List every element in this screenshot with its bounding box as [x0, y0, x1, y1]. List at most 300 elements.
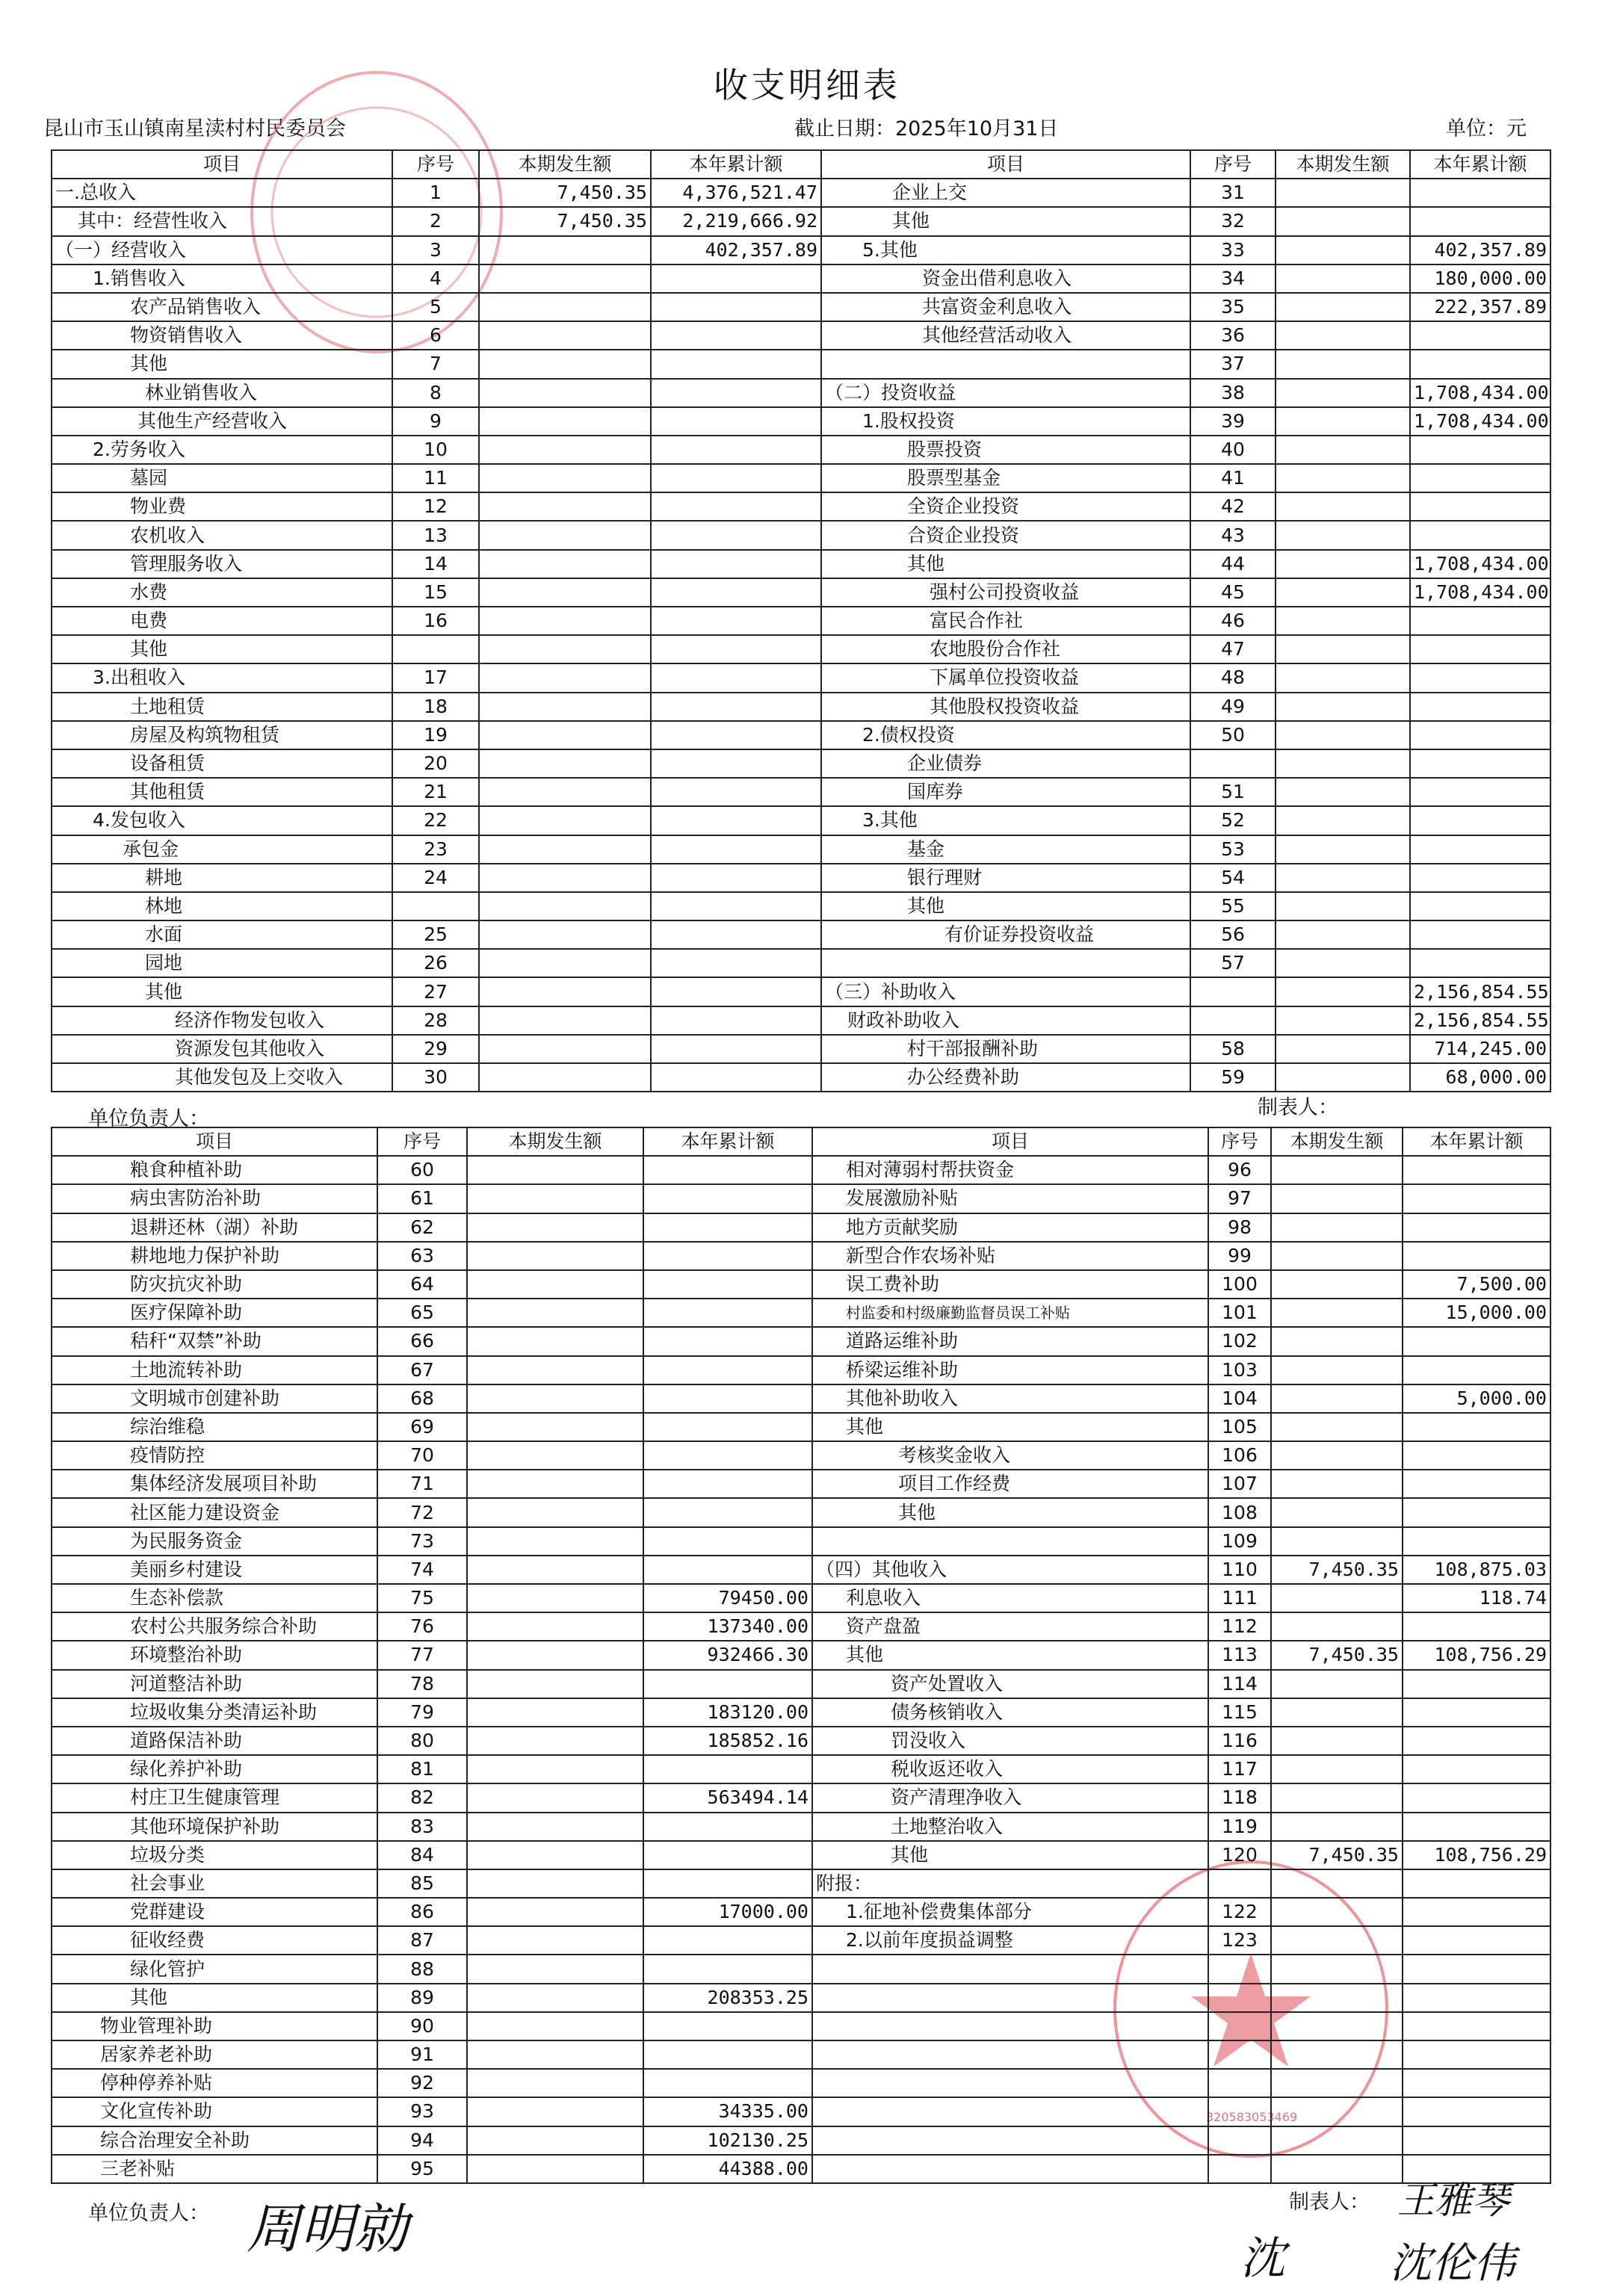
table-row — [52, 1727, 1550, 1755]
cell-seq-left: 88 — [377, 1955, 467, 1983]
cell-period-left — [479, 436, 651, 464]
cell-item-right: 1.股权投资 — [821, 407, 1190, 436]
cell-item-right: 罚没收入 — [812, 1727, 1208, 1755]
cell-item-left: 道路保洁补助 — [52, 1727, 377, 1755]
table-row — [52, 806, 1550, 835]
cell-ytd-left — [651, 436, 821, 464]
cell-seq-right: 54 — [1190, 864, 1276, 892]
cell-ytd-left — [651, 379, 821, 407]
cell-ytd-left — [643, 1955, 812, 1983]
preparer-label-footer: 制表人： — [1289, 2191, 1370, 2214]
cell-item-right: 土地整治收入 — [812, 1813, 1208, 1841]
cell-period-right — [1271, 1270, 1403, 1299]
cell-seq-right: 102 — [1208, 1327, 1271, 1355]
cell-item-right: 其他 — [821, 550, 1190, 578]
cell-seq-right: 32 — [1190, 207, 1276, 235]
cell-ytd-left — [643, 1356, 812, 1384]
table-row — [52, 1441, 1550, 1470]
cell-item-right — [812, 2126, 1208, 2155]
cell-seq-right — [1208, 2069, 1271, 2097]
cell-seq-left: 78 — [377, 1670, 467, 1698]
cell-ytd-right — [1410, 464, 1550, 492]
cell-ytd-left — [651, 607, 821, 635]
cell-item-left: 墓园 — [52, 464, 392, 492]
cell-seq-right: 41 — [1190, 464, 1276, 492]
cell-item-right: 税收返还收入 — [812, 1755, 1208, 1783]
cell-period-left — [467, 1384, 643, 1413]
table-row — [52, 264, 1550, 293]
cell-ytd-left — [651, 578, 821, 607]
cell-item-left: 电费 — [52, 607, 392, 635]
cell-ytd-right — [1410, 321, 1550, 350]
cell-item-left: 管理服务收入 — [52, 550, 392, 578]
preparer-label-middle: 制表人： — [1258, 1096, 1338, 1119]
cell-item-left: 生态补偿款 — [52, 1584, 377, 1612]
cell-item-left: 土地流转补助 — [52, 1356, 377, 1384]
cell-period-left — [467, 2012, 643, 2040]
table-row — [52, 236, 1550, 264]
table-row — [52, 293, 1550, 321]
cell-item-left: 停种停养补贴 — [52, 2069, 377, 2097]
cell-ytd-left — [643, 1498, 812, 1526]
cell-ytd-left — [651, 321, 821, 350]
cell-item-right: 1.征地补偿费集体部分 — [812, 1898, 1208, 1926]
preparer-signature-3: 沈 — [1240, 2232, 1285, 2285]
cell-ytd-left — [651, 977, 821, 1006]
cell-seq-left: 10 — [392, 436, 479, 464]
cell-item-right: 其他 — [812, 1498, 1208, 1526]
cell-item-right: 其他 — [821, 207, 1190, 235]
cell-item-left: 垃圾分类 — [52, 1841, 377, 1869]
cell-ytd-right — [1403, 1498, 1550, 1526]
cell-ytd-left — [651, 464, 821, 492]
table-row — [52, 550, 1550, 578]
cell-period-left — [467, 1584, 643, 1612]
cell-ytd-right — [1403, 2012, 1550, 2040]
cell-seq-right — [1190, 977, 1276, 1006]
cell-period-left — [467, 1441, 643, 1470]
cell-seq-right: 48 — [1190, 663, 1276, 692]
cell-ytd-right: 714,245.00 — [1410, 1035, 1550, 1063]
cell-seq-right: 52 — [1190, 806, 1276, 835]
cell-item-right: 企业债券 — [821, 749, 1190, 778]
table-row — [52, 864, 1550, 892]
cell-period-right — [1271, 1755, 1403, 1783]
cell-period-left — [479, 464, 651, 492]
cell-ytd-left — [643, 1270, 812, 1299]
cell-seq-left: 17 — [392, 663, 479, 692]
cell-seq-right: 115 — [1208, 1698, 1271, 1727]
table-row — [52, 1612, 1550, 1641]
cell-item-right: 其他经营活动收入 — [821, 321, 1190, 350]
cell-seq-left: 68 — [377, 1384, 467, 1413]
cell-period-right — [1276, 892, 1410, 920]
cell-period-left — [467, 1641, 643, 1669]
cell-period-left — [479, 1035, 651, 1063]
cell-ytd-left — [643, 1670, 812, 1698]
cell-period-left — [467, 1869, 643, 1898]
cell-ytd-right — [1410, 179, 1550, 207]
table-row — [52, 2040, 1550, 2069]
cell-period-right — [1271, 1955, 1403, 1983]
header-ytd-right: 本年累计额 — [1410, 150, 1550, 179]
cell-seq-left: 91 — [377, 2040, 467, 2069]
cell-period-left — [467, 1841, 643, 1869]
table-row — [52, 350, 1550, 378]
cell-ytd-left: 2,219,666.92 — [651, 207, 821, 235]
cell-ytd-left — [643, 2012, 812, 2040]
cell-ytd-left — [651, 492, 821, 521]
cell-seq-right: 101 — [1208, 1299, 1271, 1327]
cell-period-left — [467, 1413, 643, 1441]
cell-period-right — [1276, 550, 1410, 578]
cell-ytd-right — [1403, 1612, 1550, 1641]
cell-item-left: 设备租赁 — [52, 749, 392, 778]
preparer-signature-1: 王雅琴 — [1397, 2179, 1509, 2222]
table-row — [52, 1063, 1550, 1092]
cell-period-right — [1276, 264, 1410, 293]
cell-period-right — [1276, 436, 1410, 464]
cell-period-left — [467, 1213, 643, 1242]
cell-seq-left: 12 — [392, 492, 479, 521]
cell-item-right: 2.债权投资 — [821, 721, 1190, 749]
table-row — [52, 321, 1550, 350]
cell-period-right — [1271, 2097, 1403, 2126]
cell-ytd-left: 183120.00 — [643, 1698, 812, 1727]
cell-ytd-left — [651, 521, 821, 549]
table-row — [52, 778, 1550, 806]
cell-ytd-left: 44388.00 — [643, 2155, 812, 2183]
cell-period-left — [467, 1612, 643, 1641]
cell-item-left: 水费 — [52, 578, 392, 607]
cell-period-right — [1276, 693, 1410, 721]
cell-seq-left: 81 — [377, 1755, 467, 1783]
cell-item-left: 农产品销售收入 — [52, 293, 392, 321]
table-row — [52, 179, 1550, 207]
cell-ytd-right — [1403, 1955, 1550, 1983]
table-row — [52, 2012, 1550, 2040]
cell-ytd-left — [643, 1413, 812, 1441]
cell-seq-right: 105 — [1208, 1413, 1271, 1441]
cell-seq-right: 100 — [1208, 1270, 1271, 1299]
cell-ytd-left — [651, 635, 821, 663]
cell-period-left — [479, 663, 651, 692]
cell-ytd-left — [643, 1384, 812, 1413]
cell-item-left: 文化宣传补助 — [52, 2097, 377, 2126]
table-row — [52, 1898, 1550, 1926]
header-ytd-right: 本年累计额 — [1403, 1127, 1550, 1156]
cell-period-right — [1276, 179, 1410, 207]
cell-seq-left: 26 — [392, 949, 479, 977]
cell-item-right: （三）补助收入 — [821, 977, 1190, 1006]
cell-ytd-right — [1410, 350, 1550, 378]
cell-seq-left: 6 — [392, 321, 479, 350]
cell-ytd-right — [1403, 1327, 1550, 1355]
cell-ytd-right — [1403, 2126, 1550, 2155]
cell-item-right: 资产盘盈 — [812, 1612, 1208, 1641]
table-row — [52, 1698, 1550, 1727]
cell-period-left — [479, 806, 651, 835]
cell-item-left: 其他 — [52, 350, 392, 378]
cell-ytd-left — [643, 1527, 812, 1556]
cell-period-left — [479, 635, 651, 663]
cell-item-left: 环境整治补助 — [52, 1641, 377, 1669]
cell-period-left — [479, 407, 651, 436]
cell-seq-right: 120 — [1208, 1841, 1271, 1869]
cell-ytd-left — [651, 1035, 821, 1063]
cell-item-right: 办公经费补助 — [821, 1063, 1190, 1092]
cell-seq-right: 33 — [1190, 236, 1276, 264]
cell-seq-left: 60 — [377, 1156, 467, 1184]
cell-seq-left: 74 — [377, 1556, 467, 1584]
cell-ytd-right: 108,756.29 — [1403, 1641, 1550, 1669]
cell-ytd-right: 1,708,434.00 — [1410, 550, 1550, 578]
cell-seq-left: 23 — [392, 835, 479, 864]
cell-ytd-right: 402,357.89 — [1410, 236, 1550, 264]
cell-seq-right: 104 — [1208, 1384, 1271, 1413]
cell-ytd-right — [1410, 663, 1550, 692]
cell-item-right: 共富资金利息收入 — [821, 293, 1190, 321]
table-row — [52, 2126, 1550, 2155]
table-row — [52, 635, 1550, 663]
cell-period-left — [467, 1556, 643, 1584]
cell-period-left — [467, 2155, 643, 2183]
cell-item-right: 有价证券投资收益 — [821, 920, 1190, 949]
cell-period-left — [479, 607, 651, 635]
cell-seq-right: 47 — [1190, 635, 1276, 663]
cell-ytd-left — [643, 2069, 812, 2097]
cell-seq-left: 24 — [392, 864, 479, 892]
table-header-row — [52, 150, 1550, 179]
cell-item-left: 其他 — [52, 1984, 377, 2012]
cell-ytd-right — [1403, 1184, 1550, 1213]
cell-item-left: 病虫害防治补助 — [52, 1184, 377, 1213]
cell-period-left — [479, 321, 651, 350]
cell-seq-left: 21 — [392, 778, 479, 806]
header-seq-left: 序号 — [392, 150, 479, 179]
table-row — [52, 892, 1550, 920]
cell-item-left: 林业销售收入 — [52, 379, 392, 407]
cell-ytd-left — [651, 892, 821, 920]
cell-item-right: 相对薄弱村帮扶资金 — [812, 1156, 1208, 1184]
table-row — [52, 1213, 1550, 1242]
cell-period-left — [467, 1813, 643, 1841]
cell-item-right: 企业上交 — [821, 179, 1190, 207]
cell-seq-left: 66 — [377, 1327, 467, 1355]
cell-period-left — [479, 236, 651, 264]
cell-period-right — [1276, 635, 1410, 663]
cell-ytd-right — [1403, 2040, 1550, 2069]
cell-period-right — [1271, 1612, 1403, 1641]
cell-ytd-left — [643, 1926, 812, 1955]
cell-seq-right: 50 — [1190, 721, 1276, 749]
cell-period-right — [1276, 835, 1410, 864]
cell-seq-right: 98 — [1208, 1213, 1271, 1242]
cell-seq-right: 55 — [1190, 892, 1276, 920]
cell-item-left: 物业费 — [52, 492, 392, 521]
table-row — [52, 1156, 1550, 1184]
cell-seq-left: 9 — [392, 407, 479, 436]
cell-ytd-right — [1410, 693, 1550, 721]
cell-period-left — [467, 1984, 643, 2012]
cell-item-left: 土地租赁 — [52, 693, 392, 721]
table-row — [52, 464, 1550, 492]
cell-period-right — [1276, 321, 1410, 350]
header-ytd-left: 本年累计额 — [651, 150, 821, 179]
cell-item-left: 秸秆“双禁”补助 — [52, 1327, 377, 1355]
cell-seq-right: 117 — [1208, 1755, 1271, 1783]
cell-ytd-left: 402,357.89 — [651, 236, 821, 264]
cell-item-left: 美丽乡村建设 — [52, 1556, 377, 1584]
cell-seq-left: 95 — [377, 2155, 467, 2183]
cell-seq-right: 109 — [1208, 1527, 1271, 1556]
cell-ytd-right — [1410, 635, 1550, 663]
cell-ytd-right — [1403, 1783, 1550, 1812]
cell-ytd-left — [651, 949, 821, 977]
cell-period-right — [1271, 1441, 1403, 1470]
table-row — [52, 977, 1550, 1006]
cell-item-right: 道路运维补助 — [812, 1327, 1208, 1355]
cell-period-left — [479, 521, 651, 549]
cell-item-right: 强村公司投资收益 — [821, 578, 1190, 607]
cell-item-right: 误工费补助 — [812, 1270, 1208, 1299]
table-row — [52, 1299, 1550, 1327]
cell-ytd-right — [1403, 1527, 1550, 1556]
cell-ytd-right — [1403, 1242, 1550, 1270]
cell-seq-left: 28 — [392, 1006, 479, 1035]
cell-item-right: 基金 — [821, 835, 1190, 864]
cell-seq-left: 22 — [392, 806, 479, 835]
cell-item-right: 其他补助收入 — [812, 1384, 1208, 1413]
cell-item-left: 河道整洁补助 — [52, 1670, 377, 1698]
unit-head-label-footer: 单位负责人： — [88, 2202, 209, 2225]
cell-seq-left: 92 — [377, 2069, 467, 2097]
cell-ytd-right — [1410, 492, 1550, 521]
cell-ytd-right: 7,500.00 — [1403, 1270, 1550, 1299]
cell-period-right — [1271, 1727, 1403, 1755]
cell-period-right — [1276, 663, 1410, 692]
cell-item-right — [812, 2040, 1208, 2069]
cell-seq-right — [1208, 2097, 1271, 2126]
cell-item-left: 文明城市创建补助 — [52, 1384, 377, 1413]
cell-item-left: 1.销售收入 — [52, 264, 392, 293]
cell-seq-left: 30 — [392, 1063, 479, 1092]
cell-item-right: 股票型基金 — [821, 464, 1190, 492]
cell-seq-left: 72 — [377, 1498, 467, 1526]
cell-seq-right: 31 — [1190, 179, 1276, 207]
header-period-left: 本期发生额 — [467, 1127, 643, 1156]
cell-period-right — [1271, 1299, 1403, 1327]
cell-item-right: 村监委和村级廉勤监督员误工补贴 — [812, 1299, 1208, 1327]
cell-period-right — [1271, 1926, 1403, 1955]
cell-period-right — [1271, 1527, 1403, 1556]
cell-seq-left: 94 — [377, 2126, 467, 2155]
table-row — [52, 1670, 1550, 1698]
cell-ytd-left: 137340.00 — [643, 1612, 812, 1641]
table-row — [52, 2069, 1550, 2097]
cell-ytd-left — [651, 1006, 821, 1035]
cell-period-left — [479, 892, 651, 920]
cell-period-right: 7,450.35 — [1271, 1641, 1403, 1669]
cell-ytd-right — [1403, 1755, 1550, 1783]
cell-item-right: 其他 — [812, 1641, 1208, 1669]
cell-period-right — [1276, 721, 1410, 749]
cell-ytd-right — [1403, 1898, 1550, 1926]
cell-item-right: 地方贡献奖励 — [812, 1213, 1208, 1242]
cell-ytd-left: 17000.00 — [643, 1898, 812, 1926]
cell-period-left — [479, 721, 651, 749]
cell-item-right: （二）投资收益 — [821, 379, 1190, 407]
header-period-left: 本期发生额 — [479, 150, 651, 179]
cell-period-right — [1271, 1584, 1403, 1612]
cell-period-left — [467, 1698, 643, 1727]
cell-period-right — [1276, 464, 1410, 492]
table-row — [52, 1384, 1550, 1413]
cell-period-left — [467, 2040, 643, 2069]
table-row — [52, 1641, 1550, 1669]
header-ytd-left: 本年累计额 — [643, 1127, 812, 1156]
cell-seq-left: 70 — [377, 1441, 467, 1470]
cell-item-right: 债务核销收入 — [812, 1698, 1208, 1727]
cell-item-right — [812, 2155, 1208, 2183]
cell-item-left: 房屋及构筑物租赁 — [52, 721, 392, 749]
cell-period-left — [467, 1156, 643, 1184]
cell-seq-right: 38 — [1190, 379, 1276, 407]
cell-item-right: 村干部报酬补助 — [821, 1035, 1190, 1063]
cell-period-left — [479, 977, 651, 1006]
cell-period-right — [1271, 1898, 1403, 1926]
cell-period-right — [1276, 236, 1410, 264]
table-header-row — [52, 1127, 1550, 1156]
cell-seq-right: 97 — [1208, 1184, 1271, 1213]
cell-period-right — [1276, 207, 1410, 235]
cell-ytd-right: 222,357.89 — [1410, 293, 1550, 321]
cell-period-left: 7,450.35 — [479, 207, 651, 235]
cell-seq-left: 85 — [377, 1869, 467, 1898]
cell-ytd-right — [1410, 749, 1550, 778]
table-row — [52, 2097, 1550, 2126]
income-table-upper — [51, 149, 1551, 1092]
cell-ytd-left — [643, 1869, 812, 1898]
table-row — [52, 578, 1550, 607]
cell-ytd-right — [1403, 1813, 1550, 1841]
cell-item-right: 新型合作农场补贴 — [812, 1242, 1208, 1270]
cell-ytd-left — [643, 1470, 812, 1498]
table-row — [52, 1242, 1550, 1270]
cell-ytd-left — [643, 2040, 812, 2069]
cell-period-left — [467, 1356, 643, 1384]
cell-ytd-left — [643, 1556, 812, 1584]
cell-period-left — [467, 1299, 643, 1327]
cell-ytd-left — [651, 293, 821, 321]
cell-item-left: 党群建设 — [52, 1898, 377, 1926]
cell-item-left: 三老补贴 — [52, 2155, 377, 2183]
cell-seq-left: 27 — [392, 977, 479, 1006]
currency-unit: 单位：元 — [1446, 117, 1527, 140]
cell-item-left: 林地 — [52, 892, 392, 920]
table-row — [52, 436, 1550, 464]
cell-seq-right: 53 — [1190, 835, 1276, 864]
cell-item-left: 社会事业 — [52, 1869, 377, 1898]
table-row — [52, 1006, 1550, 1035]
cell-period-left — [467, 1527, 643, 1556]
cell-item-left: 粮食种植补助 — [52, 1156, 377, 1184]
table-row — [52, 1035, 1550, 1063]
cell-ytd-right: 68,000.00 — [1410, 1063, 1550, 1092]
cell-seq-right: 37 — [1190, 350, 1276, 378]
cell-ytd-left — [651, 920, 821, 949]
cell-item-right: 利息收入 — [812, 1584, 1208, 1612]
